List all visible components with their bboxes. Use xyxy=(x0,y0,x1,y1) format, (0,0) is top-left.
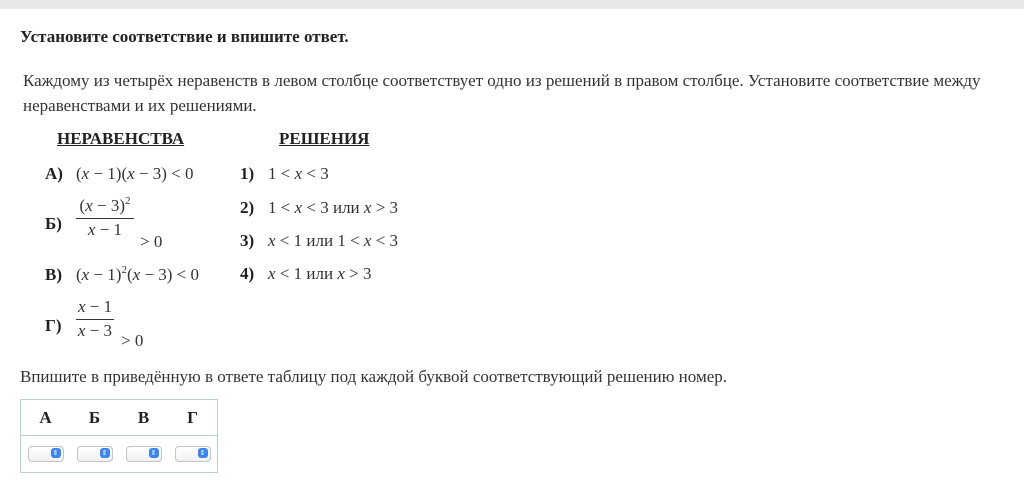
solution-4: x < 1 или x > 3 xyxy=(268,264,372,283)
answer-table xyxy=(20,399,218,473)
inequality-g-denominator: x − 3 xyxy=(77,321,113,340)
inequality-label-a: А) xyxy=(45,164,63,183)
solution-1: 1 < x < 3 xyxy=(268,164,329,183)
inequality-b-fraction xyxy=(76,196,134,240)
solution-2: 1 < x < 3 или x > 3 xyxy=(268,198,399,217)
inequality-b-relation: > 0 xyxy=(140,232,163,251)
answer-select-v[interactable] xyxy=(126,446,162,462)
answer-header-a: А xyxy=(21,400,71,436)
inequality-label-g: Г) xyxy=(45,316,62,335)
answer-cell-a xyxy=(21,436,71,473)
inequality-g-relation: > 0 xyxy=(121,331,144,350)
answer-instruction: Впишите в приведённую в ответе таблицу под каждой буквой соответствующий решению номер. xyxy=(20,367,728,386)
solution-label-2: 2) xyxy=(240,198,255,217)
inequality-a: (x − 1)(x − 3) < 0 xyxy=(76,164,194,183)
inequality-b-denominator: x − 1 xyxy=(87,220,123,239)
inequality-g-fraction xyxy=(76,297,114,341)
solutions-heading: РЕШЕНИЯ xyxy=(279,129,370,148)
inequality-b-numerator: $(x - 3)^2$ xyxy=(76,196,134,219)
solution-label-4: 4) xyxy=(240,264,255,283)
up-down-chevron-icon: ⇕ xyxy=(149,448,159,458)
answer-header-b: Б xyxy=(70,400,119,436)
answer-cell-g xyxy=(168,436,218,473)
answer-select-a[interactable] xyxy=(28,446,64,462)
solution-label-3: 3) xyxy=(240,231,255,250)
answer-header-v: В xyxy=(119,400,168,436)
inequality-v: $(x - 1)^2(x - 3) < 0$ xyxy=(76,264,200,284)
solution-3: x < 1 или 1 < x < 3 xyxy=(268,231,399,250)
inequalities-heading: НЕРАВЕНСТВА xyxy=(57,129,185,148)
top-bar xyxy=(0,0,1024,9)
up-down-chevron-icon: ⇕ xyxy=(100,448,110,458)
task-header: Установите соответствие и впишите ответ. xyxy=(20,27,349,46)
answer-cell-b xyxy=(70,436,119,473)
inequality-g-numerator: x − 1 xyxy=(76,297,114,320)
answer-header-g: Г xyxy=(168,400,218,436)
up-down-chevron-icon: ⇕ xyxy=(198,448,208,458)
solution-label-1: 1) xyxy=(240,164,255,183)
task-statement: Каждому из четырёх неравенств в левом столбце соответствует одно из решений в правом столбце. Установите соответствие между неравенствами и их решениями. xyxy=(23,71,981,115)
answer-select-b[interactable] xyxy=(77,446,113,462)
answer-select-g[interactable] xyxy=(175,446,211,462)
answer-cell-v xyxy=(119,436,168,473)
inequality-label-v: В) xyxy=(45,265,62,284)
inequality-label-b: Б) xyxy=(45,214,62,233)
up-down-chevron-icon: ⇕ xyxy=(51,448,61,458)
